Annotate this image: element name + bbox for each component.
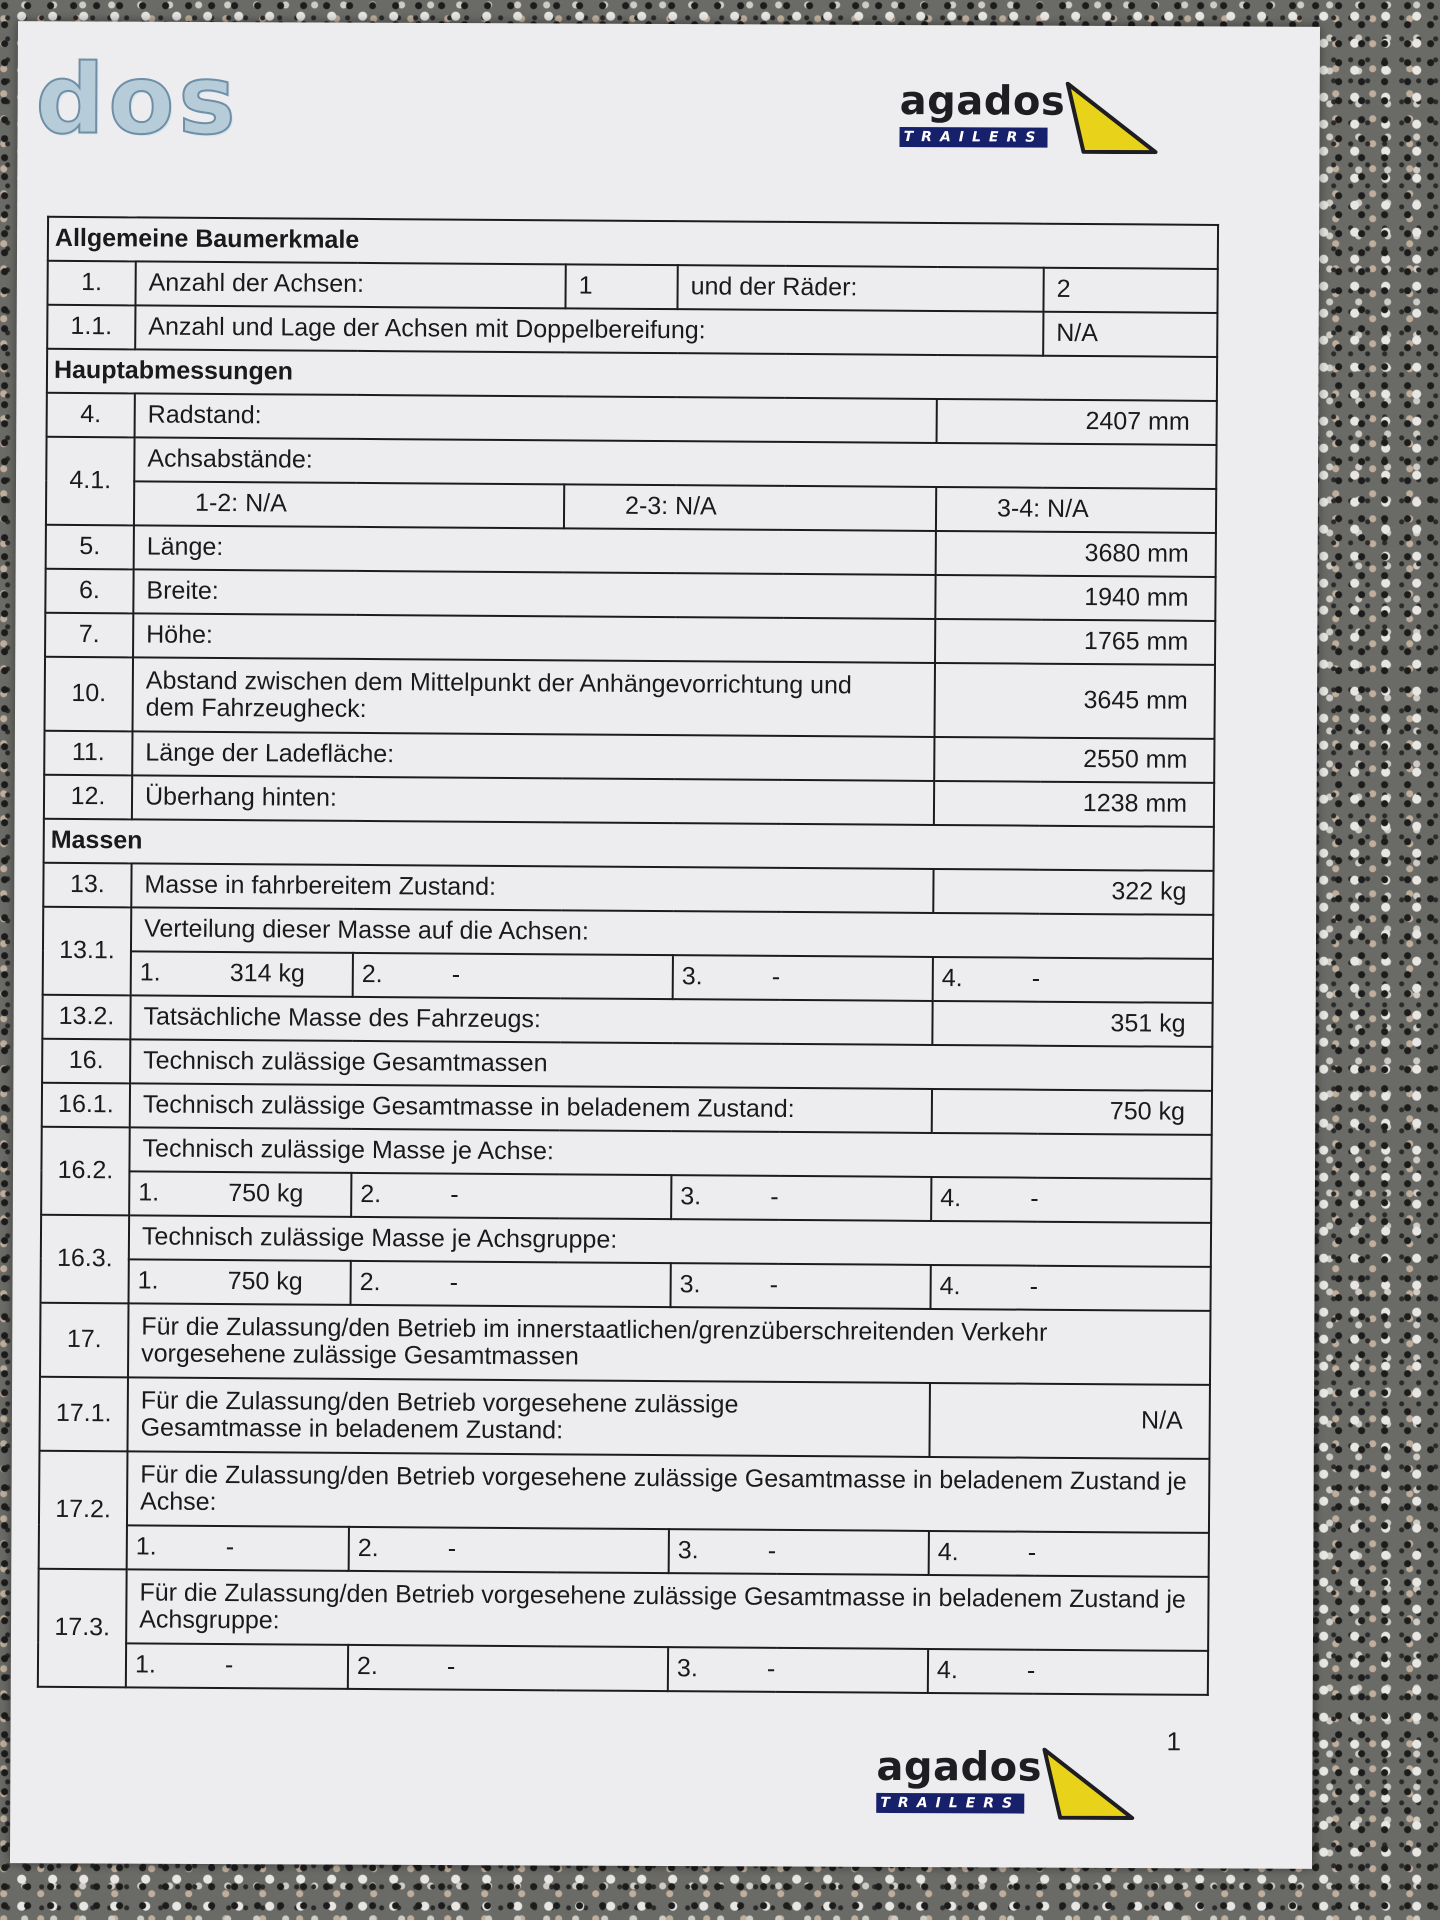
axle-cell-2: 2. - [353,953,673,999]
section-title: Hauptabmessungen [47,349,1217,401]
row-label: Masse in fahrbereitem Zustand: [131,863,933,913]
table-row [38,1643,1208,1695]
table-row [39,1451,1210,1533]
row-number: 13.2. [42,995,130,1040]
axle-cell-3: 3. - [668,1647,928,1693]
wheel-count-value: 2 [1043,268,1217,313]
row-label: Für die Zulassung/den Betrieb vorgesehene zulässige Gesamtmasse in beladenem Zustand: [127,1377,929,1457]
row-label: Technisch zulässige Masse je Achsgruppe: [129,1215,1211,1267]
logo-brand-text: agados [876,1743,1043,1791]
row-number: 1.1. [47,305,135,350]
row-value: 3680 mm [936,531,1216,577]
row-value: 1765 mm [935,619,1215,665]
row-label: Für die Zulassung/den Betrieb vorgesehene zulässige Gesamtmasse in beladenem Zustand je Achse: [127,1451,1210,1533]
row-label: Tatsächliche Masse des Fahrzeugs: [130,995,932,1045]
axle-cell-4: 4. - [933,957,1213,1003]
axle-cell-3: 3. - [671,1263,931,1309]
axle-distance-cell: 2-3: N/A [564,484,936,531]
row-number: 4. [47,393,135,438]
row-label: Anzahl und Lage der Achsen mit Doppelbereifung: [135,305,1043,355]
row-label: Länge: [134,525,936,575]
row-number: 4.1. [46,437,135,526]
logo-triangle-icon [1059,82,1159,154]
table-row [40,1303,1211,1385]
row-value: 1940 mm [935,575,1215,621]
document-sheet [10,21,1320,1869]
row-number: 13.1. [43,907,132,996]
section-title: Massen [44,819,1214,871]
axle-cell-4: 4. - [930,1265,1210,1311]
logo-sub-text: TRAILERS [876,1793,1024,1814]
specification-table [37,216,1219,1696]
row-label: Für die Zulassung/den Betrieb vorgesehene zulässige Gesamtmasse in beladenem Zustand je Achsgruppe: [126,1569,1209,1651]
axle-cell-1: 1. 750 kg [129,1259,351,1305]
row-label: Abstand zwischen dem Mittelpunkt der Anhängevorrichtung und dem Fahrzeugheck: [133,657,935,737]
table-row [38,1569,1209,1651]
axle-cell-4: 4. - [929,1531,1209,1577]
logo-brand-text: agados [899,78,1066,125]
axle-cell-2: 2. - [351,1173,671,1219]
row-value: 351 kg [932,1001,1212,1047]
axle-cell-2: 2. - [349,1527,669,1573]
agados-logo-bottom [876,1743,1146,1834]
row-number: 10. [45,657,134,732]
row-label: Technisch zulässige Masse je Achse: [129,1127,1211,1179]
row-number: 5. [46,525,134,570]
row-label: Breite: [133,569,935,619]
row-label: Länge der Ladefläche: [132,731,934,781]
row-label: Anzahl der Achsen: [135,261,565,308]
row-label: Überhang hinten: [132,775,934,825]
row-number: 16.3. [41,1215,130,1304]
axle-count-value: 1 [565,264,677,309]
row-number: 6. [45,569,133,614]
axle-cell-3: 3. - [669,1529,929,1575]
axle-cell-3: 3. - [673,955,933,1001]
row-value: 2407 mm [937,399,1217,445]
row-number: 12. [44,775,132,820]
row-label: Höhe: [133,613,935,663]
axle-cell-1: 1. 314 kg [131,951,353,997]
row-number: 11. [44,731,132,776]
row-label: und der Räder: [677,265,1043,312]
axle-cell-2: 2. - [351,1261,671,1307]
axle-cell-1: 1. - [126,1643,348,1689]
row-value: 322 kg [933,869,1213,915]
row-number: 13. [43,863,131,908]
row-label: Verteilung dieser Masse auf die Achsen: [131,907,1213,959]
axle-cell-2: 2. - [348,1645,668,1691]
row-label: Achsabstände: [134,437,1216,489]
row-value: 1238 mm [934,781,1214,827]
row-number: 16.1. [42,1083,130,1128]
axle-distance-cell: 3-4: N/A [936,487,1216,533]
axle-cell-1: 1. 750 kg [129,1171,351,1217]
agados-logo-top [899,78,1169,168]
row-number: 16. [42,1039,130,1084]
row-value: 3645 mm [934,663,1215,739]
row-number: 16.2. [41,1127,130,1216]
axle-cell-4: 4. - [931,1177,1211,1223]
row-number: 7. [45,613,133,658]
axle-cell-3: 3. - [671,1175,931,1221]
row-value: N/A [929,1383,1210,1459]
logo-triangle-icon [1036,1748,1136,1820]
axle-distance-cell: 1-2: N/A [134,481,564,528]
row-label: Für die Zulassung/den Betrieb im innerstaatlichen/grenzüberschreitenden Verkehr vorgesehene zulässige Gesamtmassen [128,1303,1211,1385]
row-number: 17.2. [39,1451,128,1570]
row-value: 2550 mm [934,737,1214,783]
row-number: 17. [40,1303,129,1378]
row-label: Radstand: [135,393,937,443]
page-number: 1 [1166,1726,1182,1757]
hologram-watermark: dos [35,43,240,157]
logo-sub-text: TRAILERS [899,127,1047,148]
table-row [45,657,1216,739]
row-number: 17.3. [38,1569,127,1688]
row-number: 1. [47,261,135,306]
table-row [39,1377,1210,1459]
axle-cell-4: 4. - [928,1649,1208,1695]
row-label: Technisch zulässige Gesamtmasse in beladenem Zustand: [130,1083,932,1133]
row-value: N/A [1043,312,1217,357]
row-number: 17.1. [39,1377,128,1452]
section-title: Allgemeine Baumerkmale [48,217,1218,269]
row-value: 750 kg [932,1089,1212,1135]
row-label: Technisch zulässige Gesamtmassen [130,1039,1212,1091]
axle-cell-1: 1. - [127,1525,349,1571]
